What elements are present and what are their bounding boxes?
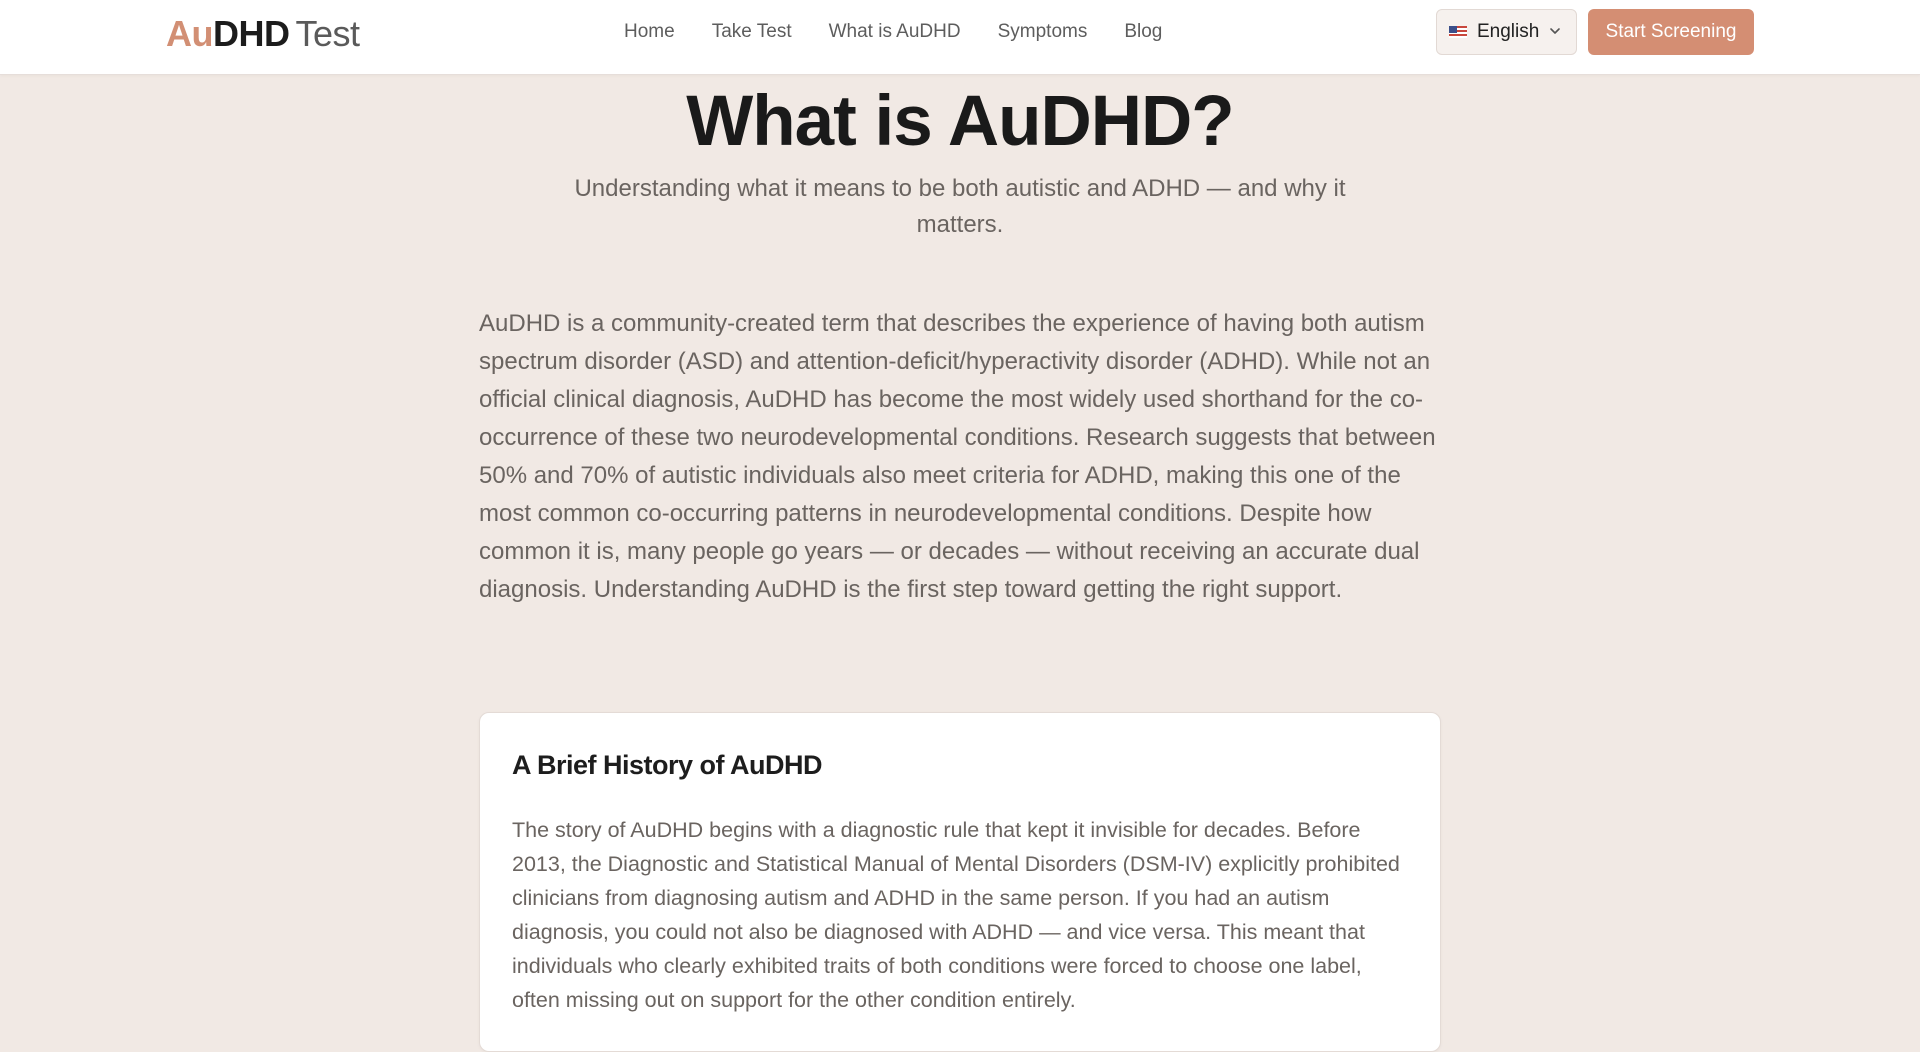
nav-link-blog[interactable]: Blog bbox=[1124, 21, 1163, 42]
main-nav bbox=[624, 20, 1162, 44]
page-title: What is AuDHD? bbox=[686, 82, 1234, 161]
page-subtitle: Understanding what it means to be both autistic and ADHD — and why it matters. bbox=[574, 175, 1346, 238]
history-card bbox=[479, 712, 1441, 1052]
logo-part-dhd: DHD bbox=[213, 13, 290, 54]
nav-link-home[interactable]: Home bbox=[624, 21, 675, 42]
us-flag-icon bbox=[1449, 26, 1467, 38]
intro-paragraph: AuDHD is a community-created term that describes the experience of having both autism spectrum disorder (ASD) and attention-deficit/hyperactivity disorder (ADHD). While not an official clinical diagnosis, AuDHD has become the most widely used shorthand for the co-occurrence of these two neurodevelopmental conditions. Research suggests that between 50% and 70% of autistic individuals also meet criteria for ADHD, making this one of the most common co-occurring patterns in neurodevelopmental conditions. Despite how common it is, many people go years — or decades — without receiving an accurate dual diagnosis. Understanding AuDHD is the first step toward getting the right support. bbox=[479, 310, 1436, 603]
top-navbar bbox=[0, 0, 1920, 75]
history-card-body: The story of AuDHD begins with a diagnostic rule that kept it invisible for decades. Before 2013, the Diagnostic and Statistical Manual of Mental Disorders (DSM-IV) explicitly prohibited clinicians from diagnosing autism and ADHD in the same person. If you had an autism diagnosis, you could not also be diagnosed with ADHD — and vice versa. This meant that individuals who clearly exhibited traits of both conditions were forced to choose one label, often missing out on support for the other condition entirely. bbox=[512, 818, 1400, 1012]
logo-part-test: Test bbox=[295, 13, 360, 54]
logo-part-au: Au bbox=[166, 13, 213, 54]
nav-link-what-is-audhd[interactable]: What is AuDHD bbox=[828, 21, 961, 42]
nav-link-take-test[interactable]: Take Test bbox=[711, 21, 792, 42]
language-selector[interactable] bbox=[1436, 9, 1577, 55]
chevron-down-icon bbox=[1548, 24, 1562, 38]
start-screening-button[interactable]: Start Screening bbox=[1588, 9, 1754, 55]
site-logo[interactable] bbox=[166, 12, 360, 56]
language-selected-label: English bbox=[1477, 21, 1540, 42]
nav-link-symptoms[interactable]: Symptoms bbox=[997, 21, 1088, 42]
history-card-title: A Brief History of AuDHD bbox=[512, 750, 823, 780]
